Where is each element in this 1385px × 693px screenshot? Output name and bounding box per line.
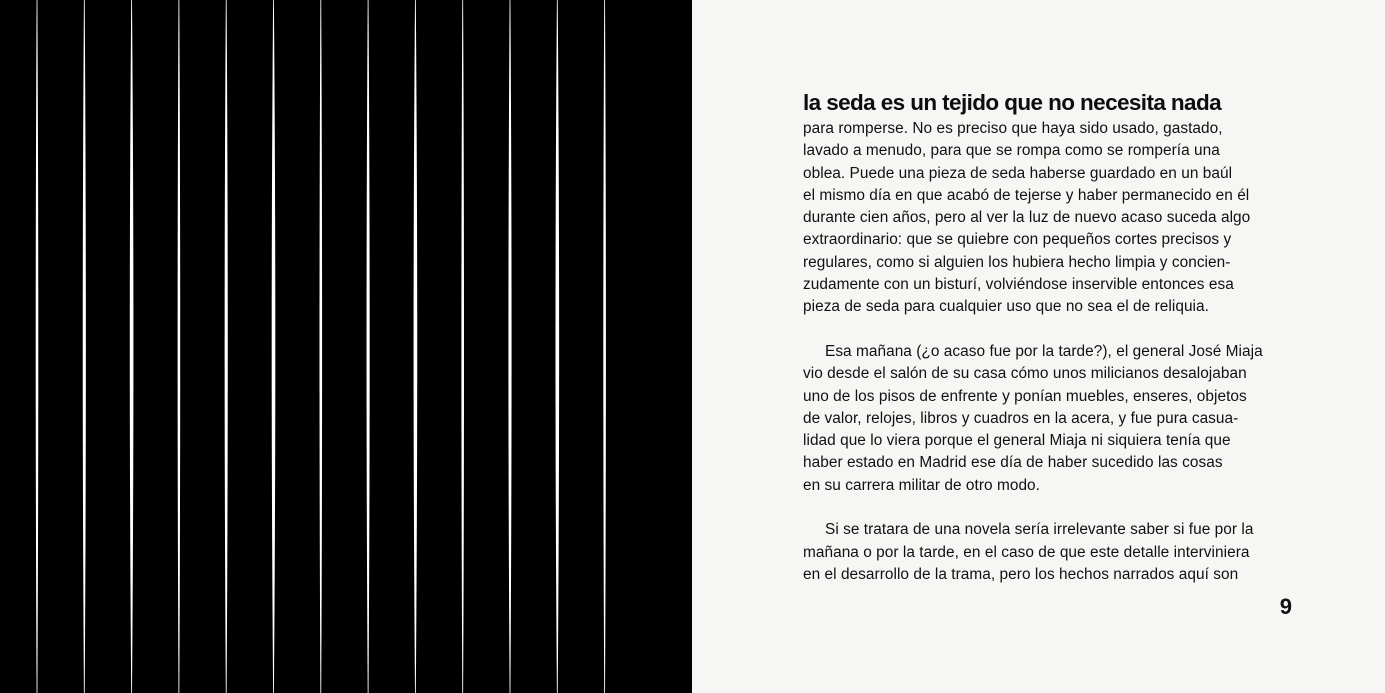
white-stripe	[555, 0, 559, 693]
white-stripe	[508, 0, 511, 693]
vertical-stripes-pattern	[0, 0, 692, 693]
left-page-illustration	[0, 0, 692, 693]
white-stripe	[83, 0, 86, 693]
text-line: lavado a menudo, para que se rompa como se rompería una	[803, 142, 1220, 160]
white-stripe	[414, 0, 418, 693]
text-line: vio desde el salón de su casa cómo unos milicianos desalojaban	[803, 365, 1247, 383]
text-line: extraordinario: que se quiebre con pequeños cortes precisos y	[803, 231, 1232, 249]
white-stripe	[130, 0, 134, 693]
text-line: oblea. Puede una pieza de seda haberse guardado en un baúl	[803, 164, 1233, 182]
right-page	[692, 0, 1385, 693]
text-line: Si se tratara de una novela sería irrelevante saber si fue por la	[825, 521, 1254, 539]
text-line: para romperse. No es preciso que haya sido usado, gastado,	[803, 120, 1223, 137]
white-stripe	[272, 0, 276, 693]
text-line: durante cien años, pero al ver la luz de nuevo acaso suceda algo	[803, 209, 1251, 227]
text-line: zudamente con un bisturí, volviéndose inservible entonces esa	[803, 276, 1234, 294]
white-stripe	[367, 0, 370, 693]
paragraph-3	[803, 519, 1291, 586]
white-stripe	[225, 0, 228, 693]
paragraph-1	[803, 118, 1291, 319]
page-number: 9	[1279, 594, 1292, 619]
white-stripe	[36, 0, 39, 693]
text-line: lidad que lo viera porque el general Miaja ni siquiera tenía que	[803, 432, 1231, 450]
text-line: mañana o por la tarde, en el caso de que este detalle interviniera	[803, 543, 1250, 561]
chapter-heading: la seda es un tejido que no necesita nada	[803, 90, 1222, 115]
text-line: pieza de seda para cualquier uso que no sea el de reliquia.	[803, 298, 1209, 316]
white-stripe	[320, 0, 323, 693]
text-line: de valor, relojes, libros y cuadros en la acera, y fue pura casua-	[803, 409, 1239, 427]
body-text	[803, 88, 1291, 586]
paragraph-gap	[803, 319, 1291, 341]
paragraph-2	[803, 341, 1291, 497]
white-stripe	[461, 0, 464, 693]
text-line: regulares, como si alguien los hubiera hecho limpia y concien-	[803, 253, 1231, 271]
text-line: Esa mañana (¿o acaso fue por la tarde?), el general José Miaja	[825, 342, 1263, 360]
paragraph-gap	[803, 497, 1291, 519]
text-line: uno de los pisos de enfrente y ponían muebles, enseres, objetos	[803, 387, 1247, 405]
text-line: el mismo día en que acabó de tejerse y haber permanecido en él	[803, 186, 1250, 204]
text-line: haber estado en Madrid ese día de haber sucedido las cosas	[803, 454, 1223, 472]
white-stripe	[178, 0, 181, 693]
white-stripe	[603, 0, 606, 693]
text-line: en el desarrollo de la trama, pero los hechos narrados aquí son	[803, 565, 1239, 583]
text-line: en su carrera militar de otro modo.	[803, 476, 1040, 494]
